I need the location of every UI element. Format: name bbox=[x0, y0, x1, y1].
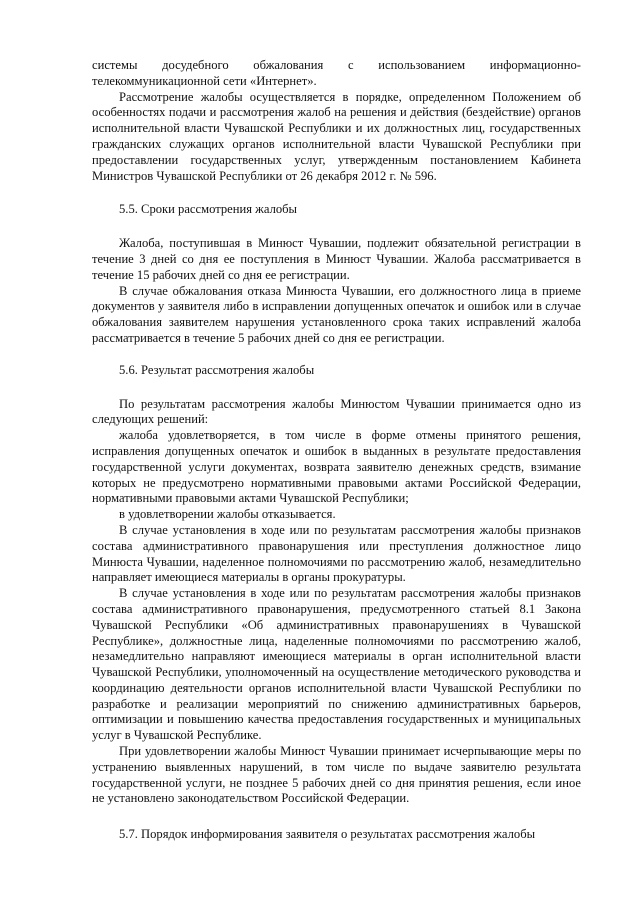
document-body bbox=[92, 58, 581, 843]
paragraph-prosecutor-referral: В случае установления в ходе или по результатам рассмотрения жалобы признаков состава административного правонарушения или преступления должностное лицо Минюста Чувашии, наделенное полномочиями по рассмотрению жалоб, незамедлительно направляет имеющиеся материалы в органы прокуратуры. bbox=[92, 522, 581, 585]
section-heading-5-7: 5.7. Порядок информирования заявителя о результатах рассмотрения жалобы bbox=[119, 827, 536, 842]
paragraph-continuation: системы досудебного обжалования с использованием информационно-телекоммуникационной сети «Интернет». bbox=[92, 58, 581, 88]
paragraph-decision-satisfied: жалоба удовлетворяется, в том числе в форме отмены принятого решения, исправления допущенных опечаток и ошибок в выданных в результате предоставления государственной услуги документах, возврата заявителю денежных средств, взимание которых не предусмотрено нормативными правовыми актами Российской Федерации, нормативными правовыми актами Чувашской Республики; bbox=[92, 428, 581, 506]
paragraph-administrative-referral: В случае установления в ходе или по результатам рассмотрения жалобы признаков состава административного правонарушения, предусмотренного статьей 8.1 Закона Чувашской Республики «Об административных правонарушениях в Чувашской Республике», должностные лица, наделенные полномочиями по рассмотрению жалоб, незамедлительно направляют имеющиеся материалы в орган исполнительной власти Чувашской Республики, уполномоченный на осуществление методического руководства и координацию деятельности органов исполнительной власти Чувашской Республики по разработке и реализации мероприятий по снижению административных барьеров, оптимизации и повышению качества предоставления государственных и муниципальных услуг в Чувашской Республике. bbox=[92, 586, 581, 743]
paragraph-registration-terms: Жалоба, поступившая в Минюст Чувашии, подлежит обязательной регистрации в течение 3 дней со дня ее поступления в Минюст Чувашии. Жалоба рассматривается в течение 15 рабочих дней со дня ее регистрации. bbox=[92, 236, 581, 282]
paragraph-remedy-measures: При удовлетворении жалобы Минюст Чувашии принимает исчерпывающие меры по устранению выявленных нарушений, в том числе по выдаче заявителю результата государственной услуги, не позднее 5 рабочих дней со дня принятия решения, если иное не установлено законодательством Российской Федерации. bbox=[92, 744, 581, 806]
paragraph-decision-refused: в удовлетворении жалобы отказывается. bbox=[119, 507, 336, 522]
paragraph-refusal-appeal: В случае обжалования отказа Минюста Чувашии, его должностного лица в приеме документов у заявителя либо в исправлении допущенных опечаток и ошибок или в случае обжалования заявителем нарушения установленного срока таких исправлений жалоба рассматривается в течение 5 рабочих дней со дня ее регистрации. bbox=[92, 283, 581, 345]
section-heading-5-6: 5.6. Результат рассмотрения жалобы bbox=[119, 362, 315, 377]
paragraph-review-procedure: Рассмотрение жалобы осуществляется в порядке, определенном Положением об особенностях подачи и рассмотрения жалоб на решения и действия (бездействие) органов исполнительной власти Чувашской Республики и их должностных лиц, государственных гражданских служащих органов исполнительной власти Чувашской Республики при предоставлении государственных услуг, утвержденным постановлением Кабинета Министров Чувашской Республики от 26 декабря 2012 г. № 596. bbox=[92, 89, 581, 183]
section-heading-5-5: 5.5. Сроки рассмотрения жалобы bbox=[119, 202, 298, 217]
paragraph-decisions-intro: По результатам рассмотрения жалобы Минюстом Чувашии принимается одно из следующих решений: bbox=[92, 396, 581, 427]
